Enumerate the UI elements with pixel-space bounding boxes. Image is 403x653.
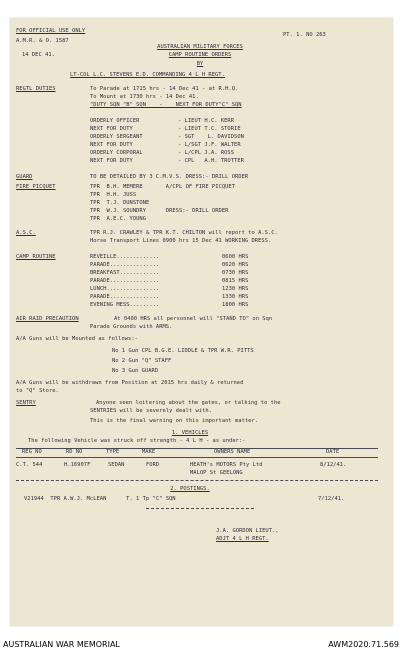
duty-squadron-line: "DUTY SQN "B" SQN - NEXT FOR DUTY"C" SQN <box>90 102 242 108</box>
column-header: OWNERS NAME <box>214 449 251 455</box>
sentry-line: SENTRIES will be severely dealt with. <box>90 408 212 414</box>
vehicle-date: 8/12/41. <box>320 462 347 468</box>
asc-line: Horse Transport Lines 0900 hrs 15 Dec 41 WORKING DRESS. <box>90 238 272 244</box>
regtl-duties-line: To Mount at 1730 hrs - 14 Dec 41. <box>90 94 199 100</box>
document-page <box>10 18 393 626</box>
fire-picquet-line: TPR B.H. MEMERE A/CPL OF FIRE PICQUET <box>90 184 235 190</box>
vehicle-type: SEDAN <box>108 462 125 468</box>
asc-heading: A.S.C. <box>16 230 36 236</box>
archive-footer <box>0 636 403 653</box>
vehicles-intro: The following Vehicle was struck off strength - 4 L H - as under:- <box>28 438 246 444</box>
routine-time: 0600 HRS <box>222 254 249 260</box>
amr-reference: A.M.R. & O. 1587 <box>16 38 69 44</box>
routine-item: LUNCH................ <box>90 286 160 292</box>
duty-role: ORDERLY CORPORAL <box>90 150 143 156</box>
routine-time: 1330 HRS <box>222 294 249 300</box>
fire-picquet-heading: FIRE PICQUET <box>16 184 56 190</box>
routine-time: 1230 HRS <box>222 286 249 292</box>
duty-role: NEXT FOR DUTY <box>90 158 133 164</box>
column-header: REG NO <box>22 449 42 455</box>
aa-guns-line: A/A Guns will be Mounted as follows:- <box>16 336 138 342</box>
routine-item: EVENING MESS......... <box>90 302 160 308</box>
vehicle-owner: HEATH's MOTORS Pty Ltd <box>190 462 263 468</box>
posting-date: 7/12/41. <box>318 496 345 502</box>
posting-line: V21944 TPR A.W.J. McLEAN T. 1 Tp "C" SQN <box>24 496 176 502</box>
vehicles-heading: 1. VEHICLES <box>171 430 209 436</box>
aa-guns-line: to "Q" Store. <box>16 388 59 394</box>
signature-title: ADJT 4 L H REGT. <box>216 536 269 542</box>
aa-gun-assignment: No 2 Gun "Q" STAFF <box>112 358 172 364</box>
routine-item: PARADE............... <box>90 294 160 300</box>
official-use-label: FOR OFFICIAL USE ONLY <box>16 28 86 34</box>
column-header: TYPE <box>106 449 120 455</box>
routine-item: REVEILLE............. <box>90 254 160 260</box>
duty-name: - CPL A.H. TROTTER <box>178 158 244 164</box>
air-raid-line: At 0400 HRS all personnel will "STAND TO" on Sqn <box>114 316 273 322</box>
signature-name: J.A. GORDON LIEUT., <box>216 528 279 534</box>
aa-guns-line: A/A Guns will be withdrawn from Position at 2015 hrs daily & returned <box>16 380 244 386</box>
sentry-line: Anyone seen loitering about the gates, or talking to the <box>96 400 281 406</box>
asc-line: TPR R.J. CRAWLEY & TPR K.T. CHILTON will report to A.S.C. <box>90 230 278 236</box>
order-date: 14 DEC 41. <box>22 52 55 58</box>
air-raid-line: Parade Grounds with ARMS. <box>90 324 173 330</box>
vehicle-owner-address: MALOP St GEELONG <box>190 470 243 476</box>
routine-time: 0815 HRS <box>222 278 249 284</box>
guard-heading: GUARD <box>16 174 33 180</box>
fire-picquet-line: TPR W.J. SOUNDRY DRESS:- DRILL ORDER <box>90 208 229 214</box>
postings-rule <box>146 508 254 509</box>
duty-role: ORDERLY SERGEANT <box>90 134 143 140</box>
fire-picquet-line: TPR A.E.C. YOUNG <box>90 216 147 222</box>
air-raid-heading: AIR RAID PRECAUTION <box>16 316 79 322</box>
title-line-1: AUSTRALIAN MILITARY FORCES <box>157 44 243 50</box>
fire-picquet-line: TPR H.H. JUSS <box>90 192 137 198</box>
duty-role: NEXT FOR DUTY <box>90 142 133 148</box>
duty-name: - SGT L. DAVIDSON <box>178 134 244 140</box>
duty-role: ORDERLY OFFICER <box>90 118 140 124</box>
routine-item: PARADE............... <box>90 262 160 268</box>
duty-name: - L/CPL J.A. ROSS <box>178 150 235 156</box>
title-line-2: CAMP ROUTINE ORDERS <box>168 52 232 58</box>
sentry-heading: SENTRY <box>16 400 36 406</box>
duty-name: - L/SGT J.F. WALTER <box>178 142 241 148</box>
table-header-rule <box>16 457 378 458</box>
vehicle-make: FORD <box>146 462 160 468</box>
regtl-duties-line: To Parade at 1715 hrs - 14 Dec 41 - at R.H.Q. <box>90 86 239 92</box>
commander-line: LT-COL L.C. STEVENS E.D. COMMANDING 4 L H REGT. <box>70 72 225 78</box>
column-header: DATE <box>326 449 340 455</box>
routine-time: 0620 HRS <box>222 262 249 268</box>
fire-picquet-line: TPR T.J. DUNSTONE <box>90 200 150 206</box>
title-by: BY <box>196 61 204 67</box>
duty-name: - LIEUT H.C. KERR <box>178 118 235 124</box>
sentry-line: This is the final warning on this important matter. <box>90 418 259 424</box>
guard-text: TO BE DETAILED BY 3 C.M.V.S. DRESS:- DRILL ORDER <box>90 174 249 180</box>
routine-item: BREAKFAST............ <box>90 270 160 276</box>
regtl-duties-heading: REGTL DUTIES <box>16 86 56 92</box>
camp-routine-heading: CAMP ROUTINE <box>16 254 56 260</box>
routine-time: 1800 HRS <box>222 302 249 308</box>
duty-role: NEXT FOR DUTY <box>90 126 133 132</box>
routine-time: 0730 HRS <box>222 270 249 276</box>
column-header: RD NO <box>66 449 83 455</box>
archive-name: AUSTRALIAN WAR MEMORIAL <box>3 640 120 649</box>
part-number: PT. 1. NO 263 <box>283 32 326 38</box>
archive-accession-number: AWM2020.71.569 <box>328 640 399 649</box>
vehicle-rd-no: H.16907F <box>64 462 91 468</box>
aa-gun-assignment: No 1 Gun CPL B.G.E. LIDDLE & TPR W.R. PITTS <box>112 348 254 354</box>
column-header: MAKE <box>142 449 156 455</box>
aa-gun-assignment: No 3 Gun GUARD <box>112 368 159 374</box>
postings-heading: 2. POSTINGS. <box>170 486 210 492</box>
duty-name: - LIEUT T.C. STORIE <box>178 126 241 132</box>
table-bottom-rule <box>16 480 378 481</box>
routine-item: PARADE............... <box>90 278 160 284</box>
vehicle-reg-no: C.T. 544 <box>16 462 43 468</box>
